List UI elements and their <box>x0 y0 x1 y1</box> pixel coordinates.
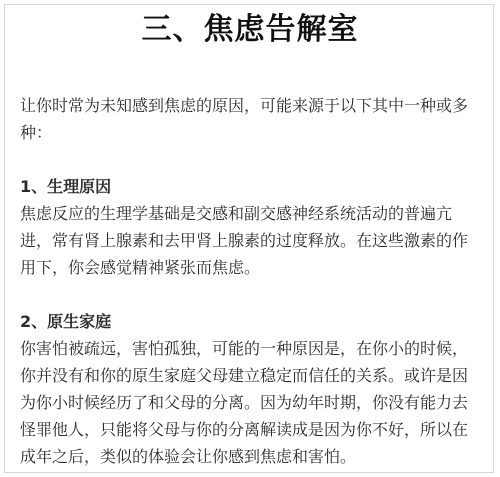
section-heading: 2、原生家庭 <box>20 312 112 331</box>
section-heading: 1、生理原因 <box>20 177 112 196</box>
page-title: 三、焦虑告解室 <box>141 12 359 47</box>
section-physiological <box>20 173 482 281</box>
section-paragraph: 焦虑反应的生理学基础是交感和副交感神经系统活动的普遍亢进，常有肾上腺素和去甲肾上腺素的过度释放。在这些激素的作用下，你会感觉精神紧张而焦虑。 <box>20 204 469 277</box>
article-body <box>20 92 482 470</box>
intro-paragraph: 让你时常为未知感到焦虑的原因，可能来源于以下其中一种或多种： <box>20 96 469 142</box>
section-paragraph: 你害怕被疏远，害怕孤独，可能的一种原因是，在你小的时候，你并没有和你的原生家庭父母建立稳定而信任的关系。或许是因为你小时候经历了和父母的分离。因为幼年时期，你没有能力去怪罪他人，只能将父母与你的分离解读成是因为你不好，所以在成年之后，类似的体验会让你感到焦虑和害怕。 <box>20 339 469 466</box>
section-family <box>20 308 482 470</box>
